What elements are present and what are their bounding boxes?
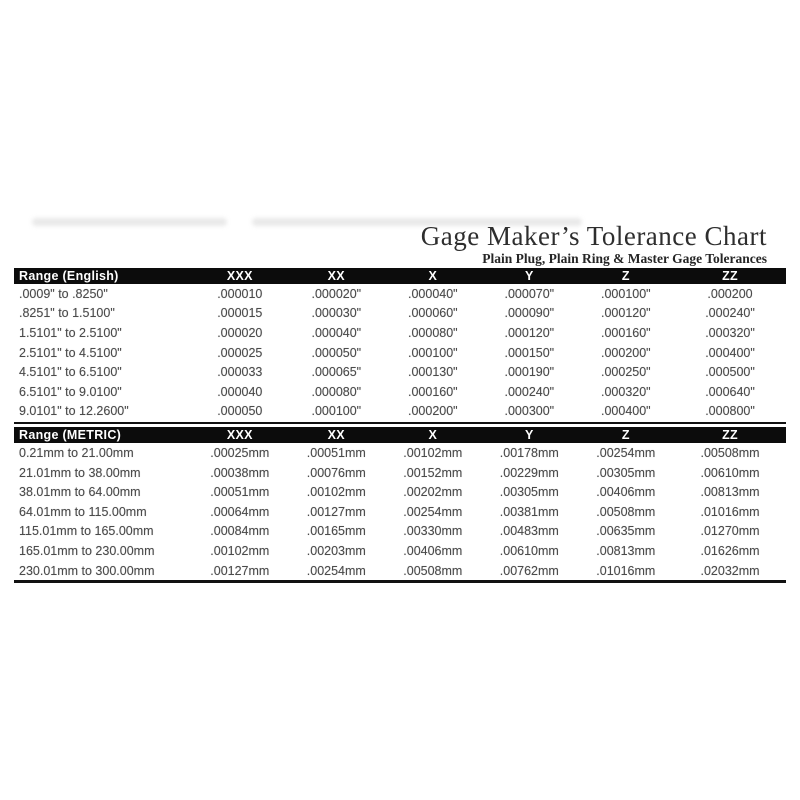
tolerance-value-cell: .000015 — [217, 306, 263, 321]
range-cell: 1.5101" to 2.5100" — [19, 325, 122, 340]
page-title: Gage Maker’s Tolerance Chart — [420, 221, 767, 251]
tolerance-value-cell: .00102mm — [306, 485, 366, 500]
metric-tolerance-table — [14, 427, 786, 580]
scan-smudge-artifact — [32, 218, 227, 226]
title-block — [421, 221, 767, 266]
tolerance-value-cell: .00406mm — [403, 543, 463, 558]
tolerance-value-cell: .00305mm — [596, 465, 656, 480]
tolerance-value-cell: .00381mm — [499, 504, 559, 519]
tolerance-value-cell: .000025 — [217, 345, 263, 360]
range-cell: 230.01mm to 300.00mm — [19, 563, 155, 578]
tolerance-value-cell: .000320" — [705, 325, 755, 340]
tolerance-value-cell: .000250" — [600, 365, 651, 380]
tolerance-value-cell: .00635mm — [596, 524, 656, 539]
table-row — [14, 522, 786, 542]
range-cell: 165.01mm to 230.00mm — [19, 543, 155, 558]
tolerance-value-cell: .02032mm — [700, 563, 760, 578]
table-row — [14, 382, 786, 402]
col-header-xx: XX — [288, 427, 385, 443]
col-header-zz: ZZ — [674, 427, 786, 443]
tolerance-value-cell: .000400" — [600, 404, 651, 419]
range-metric-header: Range (METRIC) — [14, 427, 192, 443]
col-header-xx: XX — [288, 268, 385, 284]
section-divider-line — [14, 422, 786, 424]
range-cell: .8251" to 1.5100" — [19, 306, 115, 321]
tolerance-value-cell: .000040" — [311, 325, 362, 340]
tolerance-value-cell: .000090" — [504, 306, 555, 321]
table-row — [14, 561, 786, 581]
tolerance-value-cell: .00508mm — [403, 563, 463, 578]
table-bottom-rule — [14, 580, 786, 583]
tolerance-value-cell: .000120" — [600, 306, 651, 321]
table-row — [14, 482, 786, 502]
tolerance-value-cell: .00127mm — [210, 563, 270, 578]
table-row — [14, 541, 786, 561]
english-header-row — [14, 268, 786, 284]
tolerance-value-cell: .000010 — [217, 286, 263, 301]
tolerance-value-cell: .00102mm — [403, 445, 463, 460]
tolerance-value-cell: .00127mm — [306, 504, 366, 519]
tolerance-value-cell: .00152mm — [403, 465, 463, 480]
tolerance-value-cell: .000800" — [705, 404, 755, 419]
tolerance-value-cell: .00202mm — [403, 485, 463, 500]
table-row — [14, 343, 786, 363]
metric-rows — [14, 443, 786, 580]
range-cell: 6.5101" to 9.0100" — [19, 384, 122, 399]
range-cell: .0009" to .8250" — [19, 286, 108, 301]
table-row — [14, 443, 786, 463]
range-english-header: Range (English) — [14, 268, 192, 284]
tolerance-value-cell: .000020" — [311, 286, 362, 301]
tolerance-table — [14, 268, 786, 583]
tolerance-value-cell: .000150" — [504, 345, 555, 360]
tolerance-value-cell: .00330mm — [403, 524, 463, 539]
tolerance-value-cell: .00610mm — [700, 465, 760, 480]
tolerance-value-cell: .01626mm — [700, 543, 760, 558]
tolerance-value-cell: .000160" — [600, 325, 651, 340]
metric-header-row — [14, 427, 786, 443]
table-row — [14, 304, 786, 324]
tolerance-value-cell: .00508mm — [596, 504, 656, 519]
tolerance-value-cell: .000130" — [407, 365, 458, 380]
table-row — [14, 502, 786, 522]
range-cell: 4.5101" to 6.5100" — [19, 365, 122, 380]
range-cell: 115.01mm to 165.00mm — [19, 524, 154, 539]
tolerance-value-cell: .00813mm — [700, 485, 760, 500]
tolerance-value-cell: .00406mm — [596, 485, 656, 500]
tolerance-value-cell: .00254mm — [306, 563, 366, 578]
col-header-z: Z — [578, 268, 675, 284]
tolerance-value-cell: .01016mm — [596, 563, 656, 578]
tolerance-value-cell: .000060" — [407, 306, 458, 321]
col-header-xxx: XXX — [192, 427, 289, 443]
tolerance-value-cell: .000200" — [600, 345, 651, 360]
tolerance-value-cell: .00178mm — [499, 445, 559, 460]
tolerance-value-cell: .000020 — [217, 325, 263, 340]
tolerance-value-cell: .000065" — [311, 365, 362, 380]
tolerance-value-cell: .000120" — [504, 325, 555, 340]
table-row — [14, 284, 786, 304]
tolerance-value-cell: .000033 — [217, 365, 263, 380]
tolerance-value-cell: .00025mm — [210, 445, 270, 460]
tolerance-value-cell: .000100" — [311, 404, 362, 419]
tolerance-value-cell: .000040 — [217, 384, 263, 399]
tolerance-value-cell: .00762mm — [499, 563, 559, 578]
tolerance-value-cell: .00305mm — [499, 485, 559, 500]
range-cell: 64.01mm to 115.00mm — [19, 504, 147, 519]
tolerance-value-cell: .000640" — [705, 384, 755, 399]
tolerance-value-cell: .00254mm — [596, 445, 656, 460]
tolerance-value-cell: .00813mm — [596, 543, 656, 558]
table-row — [14, 402, 786, 422]
tolerance-value-cell: .00483mm — [499, 524, 559, 539]
range-cell: 38.01mm to 64.00mm — [19, 485, 141, 500]
tolerance-value-cell: .00254mm — [403, 504, 463, 519]
tolerance-value-cell: .00610mm — [499, 543, 559, 558]
tolerance-value-cell: .000070" — [504, 286, 555, 301]
tolerance-value-cell: .000030" — [311, 306, 362, 321]
col-header-y: Y — [481, 268, 578, 284]
tolerance-value-cell: .000300" — [504, 404, 555, 419]
tolerance-value-cell: .00064mm — [210, 504, 270, 519]
tolerance-value-cell: .00076mm — [306, 465, 366, 480]
col-header-y: Y — [481, 427, 578, 443]
tolerance-value-cell: .01016mm — [700, 504, 760, 519]
tolerance-value-cell: .000190" — [504, 365, 555, 380]
col-header-xxx: XXX — [192, 268, 289, 284]
tolerance-value-cell: .000100" — [407, 345, 458, 360]
tolerance-value-cell: .000240" — [705, 306, 755, 321]
tolerance-value-cell: .000160" — [407, 384, 458, 399]
tolerance-value-cell: .00508mm — [700, 445, 760, 460]
tolerance-value-cell: .00229mm — [499, 465, 559, 480]
tolerance-value-cell: .00038mm — [210, 465, 270, 480]
tolerance-value-cell: .00203mm — [306, 543, 366, 558]
col-header-x: X — [385, 268, 482, 284]
tolerance-value-cell: .000100" — [600, 286, 651, 301]
col-header-z: Z — [578, 427, 675, 443]
tolerance-value-cell: .000050 — [217, 404, 263, 419]
col-header-zz: ZZ — [674, 268, 786, 284]
range-cell: 9.0101" to 12.2600" — [19, 404, 129, 419]
tolerance-value-cell: .000080" — [311, 384, 362, 399]
tolerance-value-cell: .000040" — [407, 286, 458, 301]
range-cell: 2.5101" to 4.5100" — [19, 345, 122, 360]
tolerance-value-cell: .000200 — [707, 286, 753, 301]
tolerance-value-cell: .000050" — [311, 345, 362, 360]
english-tolerance-table — [14, 268, 786, 421]
col-header-x: X — [385, 427, 482, 443]
tolerance-value-cell: .000320" — [600, 384, 651, 399]
table-row — [14, 323, 786, 343]
tolerance-value-cell: .000240" — [504, 384, 555, 399]
tolerance-value-cell: .00051mm — [210, 485, 270, 500]
range-cell: 21.01mm to 38.00mm — [19, 465, 141, 480]
range-cell: 0.21mm to 21.00mm — [19, 445, 134, 460]
tolerance-value-cell: .00165mm — [306, 524, 366, 539]
tolerance-value-cell: .00051mm — [306, 445, 366, 460]
tolerance-value-cell: .000200" — [407, 404, 458, 419]
tolerance-value-cell: .000500" — [705, 365, 755, 380]
page-subtitle: Plain Plug, Plain Ring & Master Gage Tolerances — [482, 251, 767, 266]
tolerance-value-cell: .00102mm — [210, 543, 270, 558]
tolerance-value-cell: .000080" — [407, 325, 458, 340]
tolerance-value-cell: .01270mm — [700, 524, 760, 539]
tolerance-value-cell: .00084mm — [210, 524, 270, 539]
table-row — [14, 362, 786, 382]
english-rows — [14, 284, 786, 421]
table-row — [14, 463, 786, 483]
tolerance-value-cell: .000400" — [705, 345, 755, 360]
